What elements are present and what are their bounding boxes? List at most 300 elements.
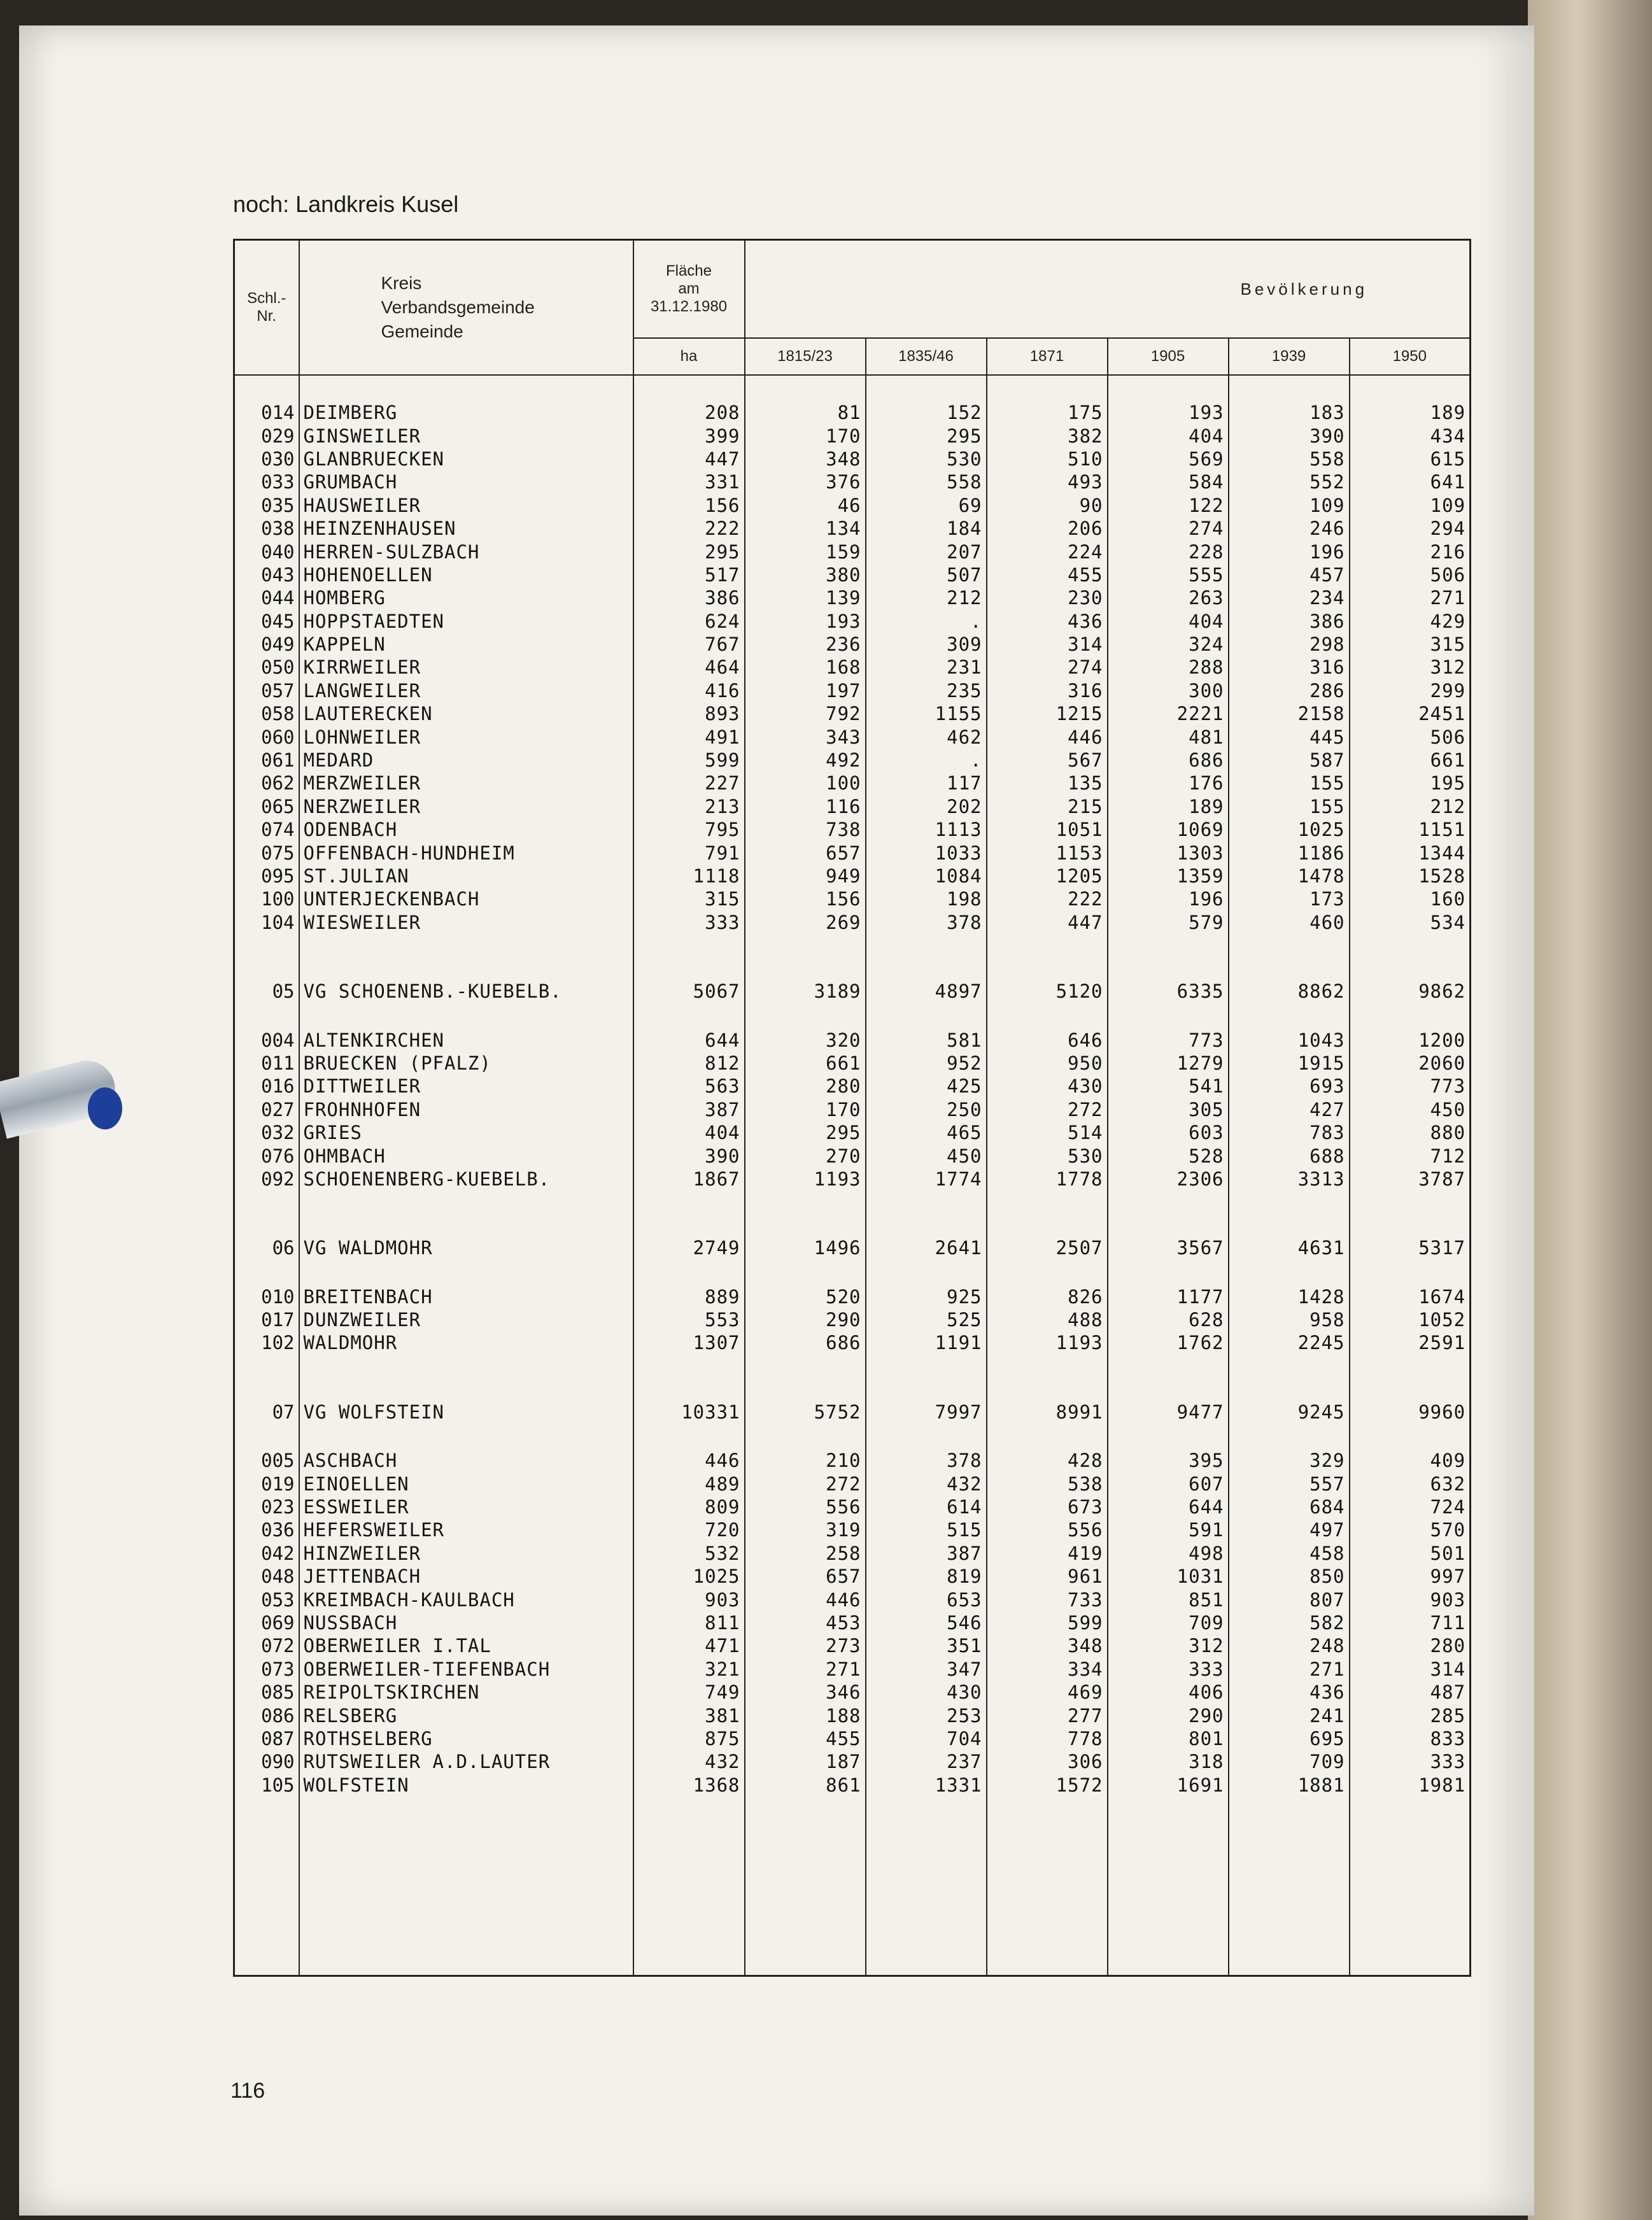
value-cell: 202 [866, 795, 987, 818]
table-row [234, 1028, 1471, 1051]
key-number: 053 [234, 1588, 299, 1611]
value-cell: 615 [1350, 448, 1471, 470]
header-population: Bevölkerung [745, 240, 1471, 339]
value-cell: 2641 [866, 1236, 987, 1259]
value-cell: 386 [1229, 610, 1350, 633]
value-cell: 100 [745, 772, 866, 795]
value-cell: 312 [1108, 1634, 1229, 1657]
table-row [234, 702, 1471, 725]
value-cell: 46 [745, 494, 866, 517]
value-cell: 1778 [987, 1168, 1108, 1191]
table-row [234, 795, 1471, 818]
value-cell: 348 [745, 448, 866, 470]
value-cell: 346 [745, 1681, 866, 1704]
value-cell: 316 [1229, 656, 1350, 679]
value-cell: 428 [987, 1449, 1108, 1472]
municipality-name: VG WALDMOHR [299, 1236, 633, 1259]
value-cell: 811 [633, 1611, 745, 1634]
spacer-row [234, 1424, 1471, 1449]
value-cell: 295 [745, 1121, 866, 1144]
key-number: 029 [234, 424, 299, 447]
value-cell: 515 [866, 1518, 987, 1541]
value-cell: 343 [745, 725, 866, 748]
value-cell: 207 [866, 540, 987, 563]
value-cell: 792 [745, 702, 866, 725]
value-cell: 215 [987, 795, 1108, 818]
value-cell: 436 [987, 610, 1108, 633]
value-cell: 212 [866, 586, 987, 609]
value-cell: 231 [866, 656, 987, 679]
municipality-name: GINSWEILER [299, 424, 633, 447]
value-cell: 237 [866, 1750, 987, 1773]
value-cell: 333 [1350, 1750, 1471, 1773]
municipality-name: KAPPELN [299, 633, 633, 656]
value-cell: 386 [633, 586, 745, 609]
key-number: 005 [234, 1449, 299, 1472]
value-cell: 1368 [633, 1774, 745, 1797]
value-cell: 378 [866, 1449, 987, 1472]
value-cell: 875 [633, 1727, 745, 1750]
key-number: 104 [234, 911, 299, 934]
key-number: 058 [234, 702, 299, 725]
spacer-row [234, 1191, 1471, 1236]
key-number: 040 [234, 540, 299, 563]
value-cell: 498 [1108, 1542, 1229, 1565]
value-cell: 1155 [866, 702, 987, 725]
value-cell: 903 [633, 1588, 745, 1611]
value-cell: 271 [1229, 1658, 1350, 1681]
table-row [234, 448, 1471, 470]
value-cell: 1051 [987, 818, 1108, 841]
value-cell: 382 [987, 424, 1108, 447]
key-number: 027 [234, 1098, 299, 1121]
table-row [234, 1542, 1471, 1565]
value-cell: 139 [745, 586, 866, 609]
value-cell: 212 [1350, 795, 1471, 818]
table-row [234, 494, 1471, 517]
value-cell: 1774 [866, 1168, 987, 1191]
municipality-name: DEIMBERG [299, 401, 633, 424]
key-number: 092 [234, 1168, 299, 1191]
value-cell: 1118 [633, 865, 745, 887]
key-number: 038 [234, 517, 299, 540]
value-cell: 314 [987, 633, 1108, 656]
value-cell: 222 [633, 517, 745, 540]
value-cell: 436 [1229, 1681, 1350, 1704]
value-cell: 599 [633, 749, 745, 772]
value-cell: 614 [866, 1495, 987, 1518]
key-number: 087 [234, 1727, 299, 1750]
value-cell: 826 [987, 1285, 1108, 1308]
value-cell: 471 [633, 1634, 745, 1657]
spacer-row [234, 1260, 1471, 1285]
value-cell: 497 [1229, 1518, 1350, 1541]
value-cell: 460 [1229, 911, 1350, 934]
value-cell: 3787 [1350, 1168, 1471, 1191]
value-cell: 563 [633, 1075, 745, 1098]
value-cell: 464 [633, 656, 745, 679]
value-cell: 390 [633, 1144, 745, 1167]
value-cell: 958 [1229, 1308, 1350, 1331]
value-cell: 271 [745, 1658, 866, 1681]
value-cell: 4897 [866, 980, 987, 1003]
table-row [234, 1588, 1471, 1611]
value-cell: 319 [745, 1518, 866, 1541]
key-number: 045 [234, 610, 299, 633]
municipality-name: EINOELLEN [299, 1472, 633, 1495]
value-cell: 2507 [987, 1236, 1108, 1259]
value-cell: 889 [633, 1285, 745, 1308]
key-number: 061 [234, 749, 299, 772]
value-cell: 9960 [1350, 1401, 1471, 1424]
page-number: 116 [230, 2079, 265, 2103]
municipality-name: GRIES [299, 1121, 633, 1144]
value-cell: 9245 [1229, 1401, 1350, 1424]
table-row [234, 633, 1471, 656]
pen-tip [88, 1087, 122, 1129]
value-cell: 5120 [987, 980, 1108, 1003]
municipality-name: OFFENBACH-HUNDHEIM [299, 841, 633, 864]
value-cell: 807 [1229, 1588, 1350, 1611]
table-row [234, 1727, 1471, 1750]
municipality-name: OBERWEILER-TIEFENBACH [299, 1658, 633, 1681]
key-number: 069 [234, 1611, 299, 1634]
value-cell: 733 [987, 1588, 1108, 1611]
key-number: 016 [234, 1075, 299, 1098]
value-cell: 381 [633, 1704, 745, 1727]
table-row [234, 1634, 1471, 1657]
municipality-name: HOMBERG [299, 586, 633, 609]
value-cell: 175 [987, 401, 1108, 424]
value-cell: 298 [1229, 633, 1350, 656]
value-cell: 493 [987, 470, 1108, 493]
value-cell: 1031 [1108, 1565, 1229, 1588]
key-number: 085 [234, 1681, 299, 1704]
value-cell: 653 [866, 1588, 987, 1611]
value-cell: 206 [987, 517, 1108, 540]
municipality-name: ALTENKIRCHEN [299, 1028, 633, 1051]
value-cell: 2060 [1350, 1052, 1471, 1075]
value-cell: 632 [1350, 1472, 1471, 1495]
spacer-row [234, 934, 1471, 980]
value-cell: 236 [745, 633, 866, 656]
key-number: 076 [234, 1144, 299, 1167]
value-cell: 767 [633, 633, 745, 656]
value-cell: 525 [866, 1308, 987, 1331]
value-cell: 187 [745, 1750, 866, 1773]
value-cell: 1215 [987, 702, 1108, 725]
value-cell: 961 [987, 1565, 1108, 1588]
municipality-name: VG SCHOENENB.-KUEBELB. [299, 980, 633, 1003]
key-number: 057 [234, 679, 299, 702]
table-row [234, 517, 1471, 540]
value-cell: 510 [987, 448, 1108, 470]
municipality-name: BREITENBACH [299, 1285, 633, 1308]
municipality-name: REIPOLTSKIRCHEN [299, 1681, 633, 1704]
value-cell: 160 [1350, 887, 1471, 910]
value-cell: 404 [633, 1121, 745, 1144]
value-cell: 1025 [633, 1565, 745, 1588]
value-cell: 538 [987, 1472, 1108, 1495]
value-cell: 277 [987, 1704, 1108, 1727]
value-cell: 579 [1108, 911, 1229, 934]
table-row [234, 610, 1471, 633]
table-row [234, 1750, 1471, 1773]
value-cell: 270 [745, 1144, 866, 1167]
table-row [234, 1075, 1471, 1098]
value-cell: 455 [745, 1727, 866, 1750]
value-cell: 250 [866, 1098, 987, 1121]
value-cell: 773 [1350, 1075, 1471, 1098]
value-cell: 193 [745, 610, 866, 633]
value-cell: 453 [745, 1611, 866, 1634]
background-right [1528, 0, 1652, 2220]
key-number: 011 [234, 1052, 299, 1075]
table-row [234, 1565, 1471, 1588]
table-row [234, 865, 1471, 887]
value-cell: 7997 [866, 1401, 987, 1424]
municipality-name: SCHOENENBERG-KUEBELB. [299, 1168, 633, 1191]
value-cell: 530 [987, 1144, 1108, 1167]
value-cell: 695 [1229, 1727, 1350, 1750]
value-cell: 434 [1350, 424, 1471, 447]
table-row [234, 1658, 1471, 1681]
value-cell: 628 [1108, 1308, 1229, 1331]
value-cell: 329 [1229, 1449, 1350, 1472]
municipality-name: JETTENBACH [299, 1565, 633, 1588]
key-number: 05 [234, 980, 299, 1003]
value-cell: 208 [633, 401, 745, 424]
key-number: 036 [234, 1518, 299, 1541]
municipality-name: FROHNHOFEN [299, 1098, 633, 1121]
municipality-name: DITTWEILER [299, 1075, 633, 1098]
value-cell: 197 [745, 679, 866, 702]
value-cell: 1691 [1108, 1774, 1229, 1797]
value-cell: 159 [745, 540, 866, 563]
value-cell: 152 [866, 401, 987, 424]
municipality-name: LANGWEILER [299, 679, 633, 702]
value-cell: 749 [633, 1681, 745, 1704]
value-cell: 462 [866, 725, 987, 748]
value-cell: 81 [745, 401, 866, 424]
value-cell: 720 [633, 1518, 745, 1541]
municipality-name: HEINZENHAUSEN [299, 517, 633, 540]
value-cell: 1674 [1350, 1285, 1471, 1308]
value-cell: 1762 [1108, 1331, 1229, 1354]
value-cell: 661 [1350, 749, 1471, 772]
table-row [234, 1704, 1471, 1727]
municipality-name: ASCHBACH [299, 1449, 633, 1472]
value-cell: 173 [1229, 887, 1350, 910]
key-number: 043 [234, 563, 299, 586]
value-cell: 446 [987, 725, 1108, 748]
value-cell: 432 [866, 1472, 987, 1495]
value-cell: 1153 [987, 841, 1108, 864]
municipality-name: WOLFSTEIN [299, 1774, 633, 1797]
value-cell: 294 [1350, 517, 1471, 540]
table-row [234, 1285, 1471, 1308]
value-cell: 348 [987, 1634, 1108, 1657]
municipality-name: BRUECKEN (PFALZ) [299, 1052, 633, 1075]
value-cell: 416 [633, 679, 745, 702]
table-row [234, 818, 1471, 841]
value-cell: 738 [745, 818, 866, 841]
key-number: 032 [234, 1121, 299, 1144]
value-cell: 925 [866, 1285, 987, 1308]
value-cell: 269 [745, 911, 866, 934]
table-row [234, 1611, 1471, 1634]
value-cell: 109 [1350, 494, 1471, 517]
value-cell: 1303 [1108, 841, 1229, 864]
value-cell: 90 [987, 494, 1108, 517]
value-cell: 880 [1350, 1121, 1471, 1144]
value-cell: 1177 [1108, 1285, 1229, 1308]
value-cell: 528 [1108, 1144, 1229, 1167]
value-cell: 455 [987, 563, 1108, 586]
value-cell: 709 [1108, 1611, 1229, 1634]
value-cell: 501 [1350, 1542, 1471, 1565]
spacer-row [234, 1003, 1471, 1028]
value-cell: 134 [745, 517, 866, 540]
value-cell: 316 [987, 679, 1108, 702]
header-year: 1950 [1350, 338, 1471, 375]
value-cell: 778 [987, 1727, 1108, 1750]
value-cell: 950 [987, 1052, 1108, 1075]
header-year: 1905 [1108, 338, 1229, 375]
table-row [234, 424, 1471, 447]
header-area: Fläche am 31.12.1980 [633, 240, 745, 339]
value-cell: 331 [633, 470, 745, 493]
key-number: 060 [234, 725, 299, 748]
value-cell: 280 [745, 1075, 866, 1098]
value-cell: 457 [1229, 563, 1350, 586]
value-cell: 458 [1229, 1542, 1350, 1565]
value-cell: 465 [866, 1121, 987, 1144]
value-cell: 333 [633, 911, 745, 934]
value-cell: 556 [745, 1495, 866, 1518]
value-cell: 1528 [1350, 865, 1471, 887]
value-cell: 556 [987, 1518, 1108, 1541]
value-cell: 553 [633, 1308, 745, 1331]
value-cell: 447 [987, 911, 1108, 934]
value-cell: 506 [1350, 563, 1471, 586]
value-cell: 263 [1108, 586, 1229, 609]
value-cell: 427 [1229, 1098, 1350, 1121]
value-cell: 183 [1229, 401, 1350, 424]
value-cell: 801 [1108, 1727, 1229, 1750]
value-cell: 176 [1108, 772, 1229, 795]
value-cell: 253 [866, 1704, 987, 1727]
value-cell: 312 [1350, 656, 1471, 679]
value-cell: 314 [1350, 1658, 1471, 1681]
value-cell: 193 [1108, 401, 1229, 424]
value-cell: 446 [745, 1588, 866, 1611]
value-cell: 1186 [1229, 841, 1350, 864]
value-cell: 286 [1229, 679, 1350, 702]
value-cell: 8862 [1229, 980, 1350, 1003]
table-row [234, 749, 1471, 772]
key-number: 017 [234, 1308, 299, 1331]
value-cell: 246 [1229, 517, 1350, 540]
value-cell: 425 [866, 1075, 987, 1098]
value-cell: 491 [633, 725, 745, 748]
value-cell: 155 [1229, 795, 1350, 818]
value-cell: 1025 [1229, 818, 1350, 841]
value-cell: 227 [633, 772, 745, 795]
value-cell: 189 [1108, 795, 1229, 818]
value-cell: 378 [866, 911, 987, 934]
value-cell: 903 [1350, 1588, 1471, 1611]
value-cell: 156 [633, 494, 745, 517]
table-row [234, 1144, 1471, 1167]
value-cell: 506 [1350, 725, 1471, 748]
value-cell: 1193 [745, 1168, 866, 1191]
value-cell: 661 [745, 1052, 866, 1075]
key-number: 042 [234, 1542, 299, 1565]
municipality-name: VG WOLFSTEIN [299, 1401, 633, 1424]
value-cell: 712 [1350, 1144, 1471, 1167]
value-cell: 3189 [745, 980, 866, 1003]
page-header: noch: Landkreis Kusel [233, 191, 459, 217]
municipality-name: HOPPSTAEDTEN [299, 610, 633, 633]
value-cell: 1307 [633, 1331, 745, 1354]
value-cell: 248 [1229, 1634, 1350, 1657]
key-number: 062 [234, 772, 299, 795]
value-cell: 773 [1108, 1028, 1229, 1051]
value-cell: 122 [1108, 494, 1229, 517]
value-cell: 69 [866, 494, 987, 517]
value-cell: 673 [987, 1495, 1108, 1518]
value-cell: 315 [633, 887, 745, 910]
municipality-name: KIRRWEILER [299, 656, 633, 679]
value-cell: 280 [1350, 1634, 1471, 1657]
key-number: 004 [234, 1028, 299, 1051]
municipality-name: NERZWEILER [299, 795, 633, 818]
value-cell: 1981 [1350, 1774, 1471, 1797]
municipality-name: HOHENOELLEN [299, 563, 633, 586]
value-cell: 783 [1229, 1121, 1350, 1144]
table-row [234, 679, 1471, 702]
header-year: 1835/46 [866, 338, 987, 375]
value-cell: 1428 [1229, 1285, 1350, 1308]
table-row [234, 563, 1471, 586]
value-cell: 688 [1229, 1144, 1350, 1167]
value-cell: 189 [1350, 401, 1471, 424]
value-cell: 404 [1108, 424, 1229, 447]
value-cell: 2158 [1229, 702, 1350, 725]
spacer-row [234, 1797, 1471, 1976]
table-row [234, 772, 1471, 795]
value-cell: 272 [745, 1472, 866, 1495]
key-number: 06 [234, 1236, 299, 1259]
value-cell: 534 [1350, 911, 1471, 934]
value-cell: 285 [1350, 1704, 1471, 1727]
municipality-name: GRUMBACH [299, 470, 633, 493]
value-cell: 520 [745, 1285, 866, 1308]
value-cell: 216 [1350, 540, 1471, 563]
value-cell: 390 [1229, 424, 1350, 447]
value-cell: 469 [987, 1681, 1108, 1704]
value-cell: 295 [633, 540, 745, 563]
value-cell: 170 [745, 1098, 866, 1121]
municipality-name: DUNZWEILER [299, 1308, 633, 1331]
value-cell: 558 [1229, 448, 1350, 470]
key-number: 048 [234, 1565, 299, 1588]
table-row [234, 887, 1471, 910]
municipality-name: UNTERJECKENBACH [299, 887, 633, 910]
value-cell: 1359 [1108, 865, 1229, 887]
value-cell: 1200 [1350, 1028, 1471, 1051]
